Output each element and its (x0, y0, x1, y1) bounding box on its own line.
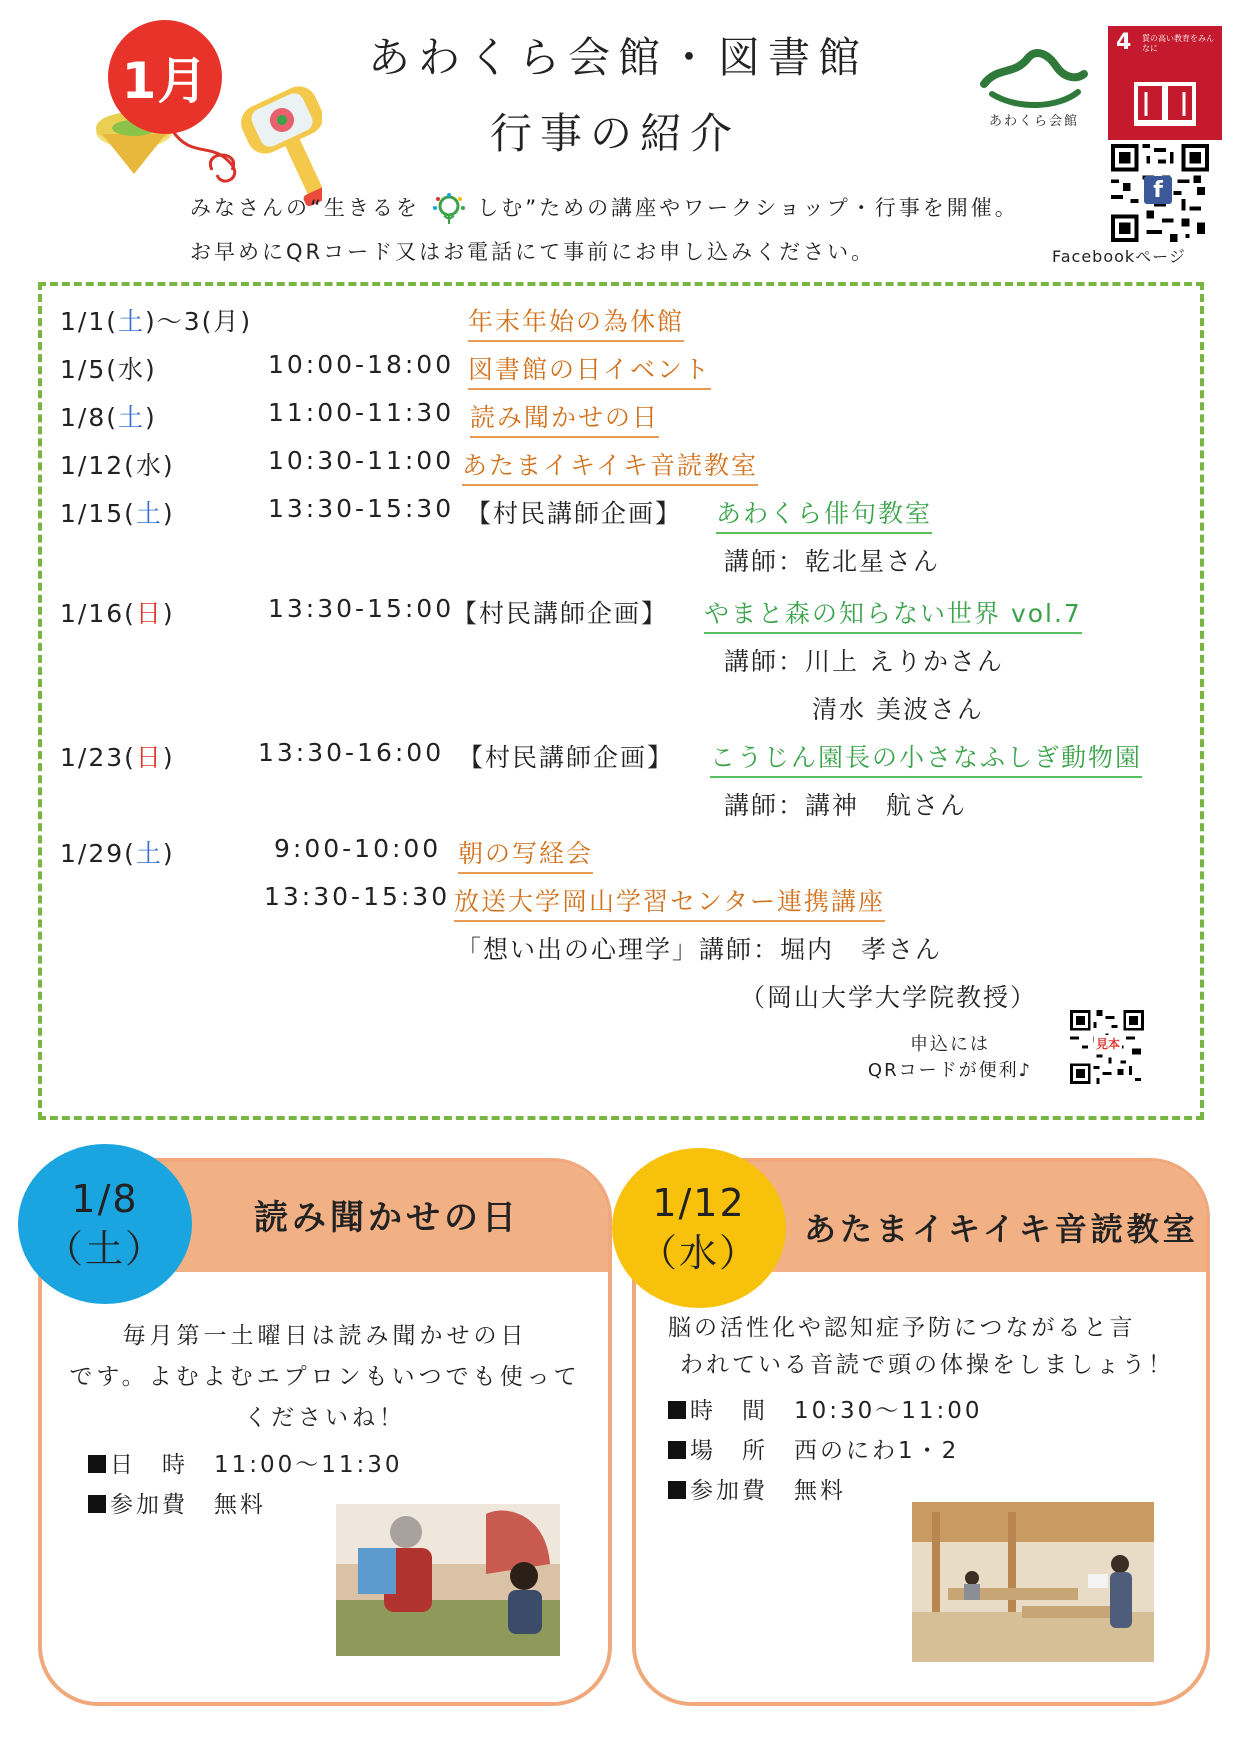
schedule-tag: 【村民講師企画】 (466, 499, 683, 528)
card-title: 読み聞かせの日 (254, 1198, 520, 1238)
bullet-square-icon (668, 1481, 686, 1499)
schedule-date: 1/1(土)〜3(月) (60, 307, 253, 336)
card-info-fee: 参加費 無料 (668, 1472, 846, 1505)
schedule-time: 10:00-18:00 (268, 350, 455, 379)
intro-text-before: みなさんの“生きるを (190, 196, 420, 220)
card-body-line: 脳の活性化や認知症予防につながると言 (668, 1315, 1136, 1341)
schedule-event[interactable]: 図書館の日イベント (468, 350, 711, 390)
schedule-event[interactable]: やまと森の知らない世界 vol.7 (704, 594, 1082, 634)
card-body-line: 毎月第一土曜日は読み聞かせの日 (122, 1323, 528, 1349)
schedule-date: 1/5(水) (60, 355, 157, 384)
page-subtitle-text: 行事の紹介 (489, 109, 740, 158)
schedule-time: 13:30-15:00 (268, 594, 455, 623)
page-title-text: あわくら会館・図書館 (368, 33, 869, 82)
schedule-date: 1/16(日) (60, 599, 175, 628)
schedule-date: 1/15(土) (60, 499, 175, 528)
card-body-line: くださいね！ (244, 1405, 406, 1431)
intro-line-1 (190, 192, 1019, 225)
schedule-time: 13:30-16:00 (258, 738, 445, 767)
card-title: あたまイキイキ音読教室 (804, 1210, 1199, 1248)
schedule-date: 1/8(土) (60, 403, 157, 432)
card-description (60, 1316, 590, 1439)
facebook-label: Facebookページ (1052, 247, 1186, 266)
qr-note-line-2: QRコードが便利♪ (867, 1060, 1033, 1081)
date-circle (18, 1144, 192, 1304)
lecturer-affiliation: （岡山大学大学院教授） (740, 983, 1038, 1012)
card-info-fee: 参加費 無料 (88, 1486, 266, 1519)
lecturer: 講師：講神 航さん (724, 791, 968, 820)
card-info-time: 時 間 10:30〜11:00 (668, 1392, 983, 1425)
book-icon (1132, 76, 1198, 128)
lecture-detail: 「想い出の心理学」講師：堀内 孝さん (456, 935, 943, 964)
schedule-event[interactable]: 朝の写経会 (458, 834, 593, 874)
facebook-icon: f (1144, 176, 1172, 204)
schedule-date: 1/12(水) (60, 451, 175, 480)
schedule-time: 13:30-15:30 (264, 882, 451, 911)
date-circle (612, 1148, 786, 1308)
schedule-time: 11:00-11:30 (268, 398, 455, 427)
card-description (660, 1310, 1200, 1384)
schedule-event[interactable]: 年末年始の為休館 (468, 302, 684, 342)
circle-date: 1/12 (652, 1181, 746, 1225)
sdg-number: 4 (1116, 30, 1132, 55)
schedule-date: 1/23(日) (60, 743, 175, 772)
card-info-place: 場 所 西のにわ1・2 (668, 1432, 959, 1465)
schedule-event[interactable]: 放送大学岡山学習センター連携講座 (454, 882, 885, 922)
bullet-square-icon (668, 1401, 686, 1419)
logo-name: あわくら会館 (988, 114, 1079, 129)
intro-text-after: しむ”ための講座やワークショップ・行事を開催。 (477, 196, 1019, 220)
lecturer: 講師：乾北星さん (724, 547, 941, 576)
bullet-square-icon (668, 1441, 686, 1459)
intro-line-2: お早めにQRコード又はお電話にて事前にお申し込みください。 (190, 240, 876, 264)
schedule-tag: 【村民講師企画】 (452, 599, 669, 628)
circle-date: 1/8 (71, 1177, 139, 1221)
schedule-event[interactable]: こうじん園長の小さなふしぎ動物園 (710, 738, 1142, 778)
reading-class-photo (912, 1502, 1154, 1662)
sdg-goal-4-badge (1108, 26, 1222, 140)
schedule-tag: 【村民講師企画】 (458, 743, 675, 772)
card-body-line: われている音読で頭の体操をしましょう！ (680, 1352, 1174, 1378)
sprout-logo-icon (430, 193, 468, 225)
lecturer: 清水 美波さん (812, 695, 984, 724)
qr-note (860, 1032, 1040, 1084)
circle-weekday: （土） (44, 1227, 165, 1271)
circle-weekday: （水） (638, 1231, 759, 1275)
bullet-square-icon (88, 1495, 106, 1513)
schedule-time: 9:00-10:00 (274, 834, 442, 863)
month-badge: 1月 (108, 20, 222, 134)
card-info-datetime: 日 時 11:00〜11:30 (88, 1446, 403, 1479)
schedule-date: 1/29(土) (60, 839, 175, 868)
lecturer: 講師：川上 えりかさん (724, 647, 1004, 676)
schedule-time: 10:30-11:00 (268, 446, 455, 475)
sdg-text: 質の高い教育をみんなに (1142, 34, 1214, 53)
page-title (368, 28, 869, 88)
storytelling-photo (336, 1504, 560, 1656)
schedule-event[interactable]: 読み聞かせの日 (470, 398, 659, 438)
bullet-square-icon (88, 1455, 106, 1473)
schedule-event[interactable]: あわくら俳句教室 (716, 494, 932, 534)
schedule-event[interactable]: あたまイキイキ音読教室 (462, 446, 758, 486)
page-subtitle (484, 104, 746, 164)
card-body-line: です。よむよむエプロンもいつでも使って (69, 1364, 581, 1390)
schedule-time: 13:30-15:30 (268, 494, 455, 523)
qr-note-line-1: 申込には (910, 1034, 990, 1055)
sample-label: 見本 (1096, 1037, 1121, 1051)
